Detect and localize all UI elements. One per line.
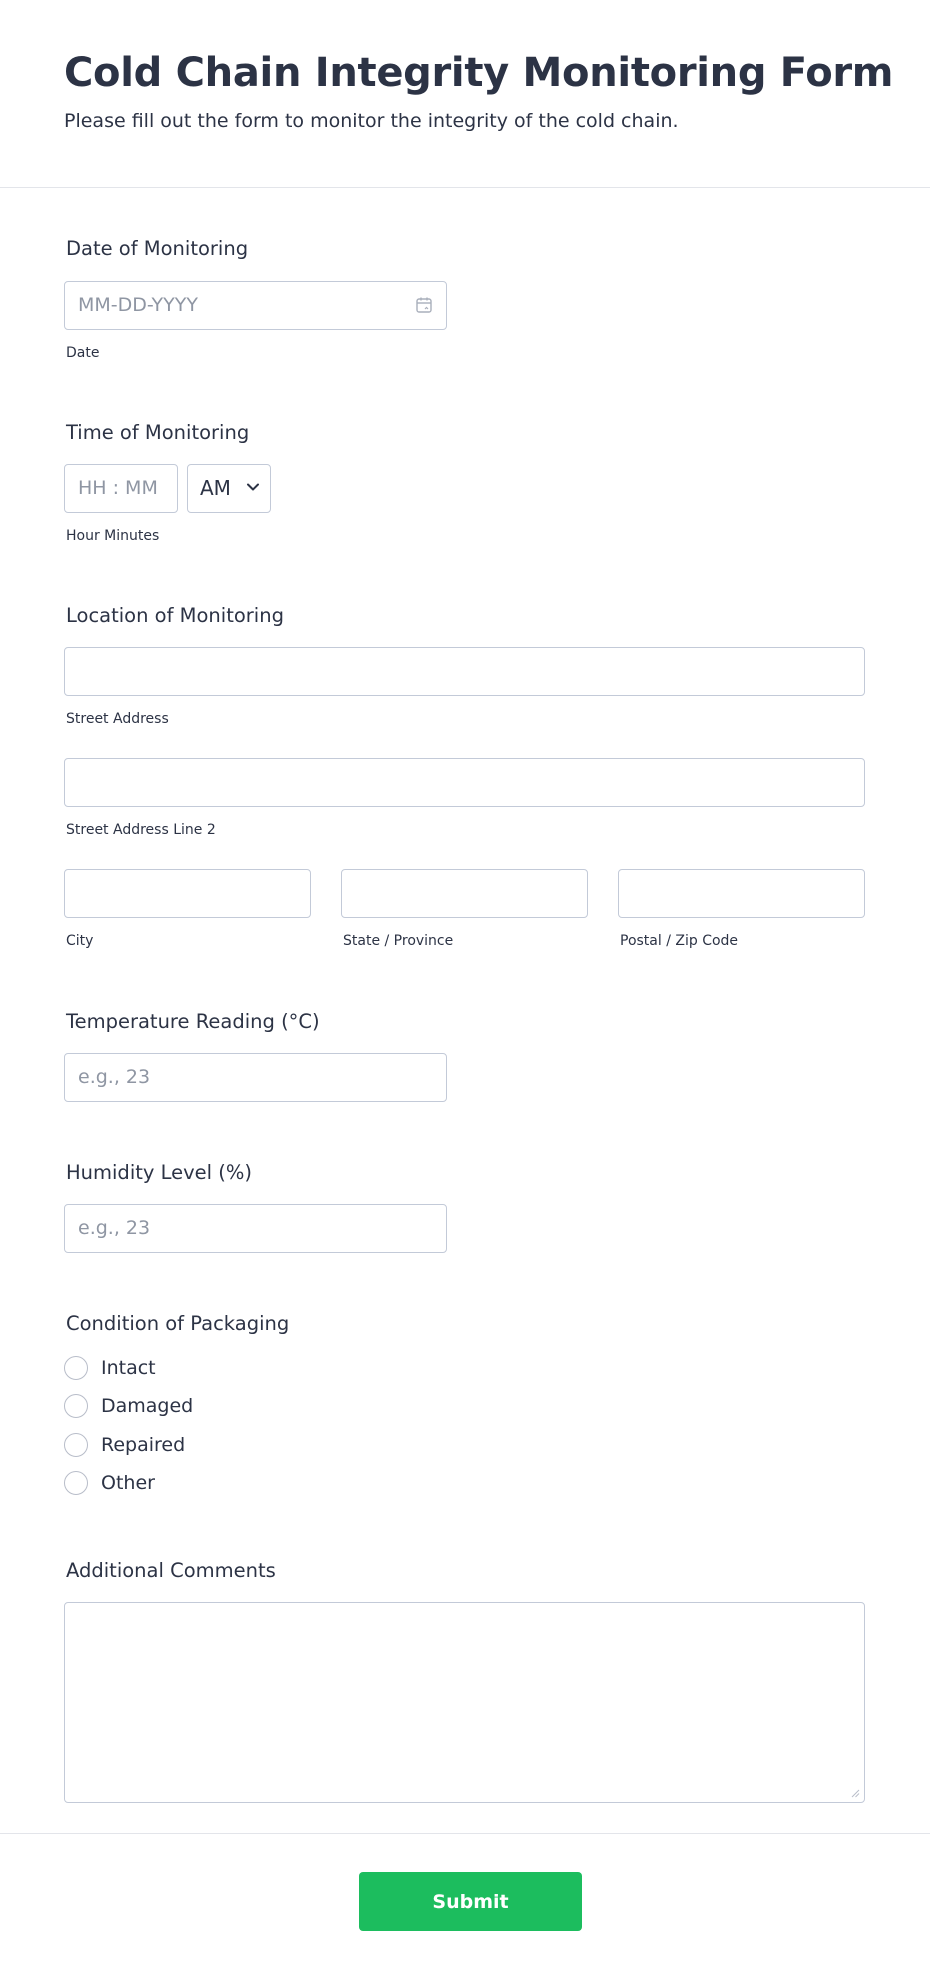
- comments-label: Additional Comments: [66, 1559, 276, 1582]
- state-sublabel: State / Province: [343, 933, 454, 949]
- date-sublabel: Date: [66, 345, 100, 361]
- radio-button[interactable]: [64, 1471, 88, 1495]
- humidity-placeholder: e.g., 23: [78, 1217, 151, 1239]
- ampm-selected-value: AM: [200, 476, 231, 500]
- state-input[interactable]: [341, 869, 588, 918]
- radio-label: Intact: [101, 1357, 156, 1379]
- street-address-line2-input[interactable]: [64, 758, 865, 807]
- radio-button[interactable]: [64, 1394, 88, 1418]
- postal-code-input[interactable]: [618, 869, 865, 918]
- form-subtitle: Please fill out the form to monitor the integrity of the cold chain.: [64, 110, 679, 132]
- location-label: Location of Monitoring: [66, 604, 284, 627]
- radio-button[interactable]: [64, 1433, 88, 1457]
- footer-divider: [0, 1833, 930, 1834]
- time-placeholder: HH : MM: [78, 477, 158, 499]
- comments-textarea[interactable]: [64, 1602, 865, 1803]
- date-label: Date of Monitoring: [66, 237, 249, 260]
- street-address-sublabel: Street Address: [66, 711, 169, 727]
- city-sublabel: City: [66, 933, 94, 949]
- packaging-label: Condition of Packaging: [66, 1312, 290, 1335]
- ampm-select[interactable]: [187, 464, 271, 513]
- chevron-down-icon: [246, 482, 260, 492]
- temperature-label: Temperature Reading (°C): [66, 1010, 320, 1033]
- street-address-input[interactable]: [64, 647, 865, 696]
- date-placeholder: MM-DD-YYYY: [78, 294, 198, 316]
- humidity-input[interactable]: [64, 1204, 447, 1253]
- time-label: Time of Monitoring: [66, 421, 250, 444]
- date-input[interactable]: [64, 281, 447, 330]
- radio-button[interactable]: [64, 1356, 88, 1380]
- time-sublabel: Hour Minutes: [66, 528, 160, 544]
- form-title: Cold Chain Integrity Monitoring Form: [64, 50, 894, 96]
- time-input[interactable]: [64, 464, 178, 513]
- resize-handle-icon[interactable]: [850, 1788, 860, 1798]
- submit-button[interactable]: Submit: [359, 1872, 582, 1931]
- temperature-placeholder: e.g., 23: [78, 1066, 151, 1088]
- calendar-icon[interactable]: [415, 296, 433, 314]
- postal-code-sublabel: Postal / Zip Code: [620, 933, 739, 949]
- city-input[interactable]: [64, 869, 311, 918]
- radio-label: Other: [101, 1472, 155, 1494]
- form-header: [0, 0, 930, 188]
- radio-label: Damaged: [101, 1395, 194, 1417]
- temperature-input[interactable]: [64, 1053, 447, 1102]
- street-address-line2-sublabel: Street Address Line 2: [66, 822, 216, 838]
- radio-label: Repaired: [101, 1434, 186, 1456]
- humidity-label: Humidity Level (%): [66, 1161, 253, 1184]
